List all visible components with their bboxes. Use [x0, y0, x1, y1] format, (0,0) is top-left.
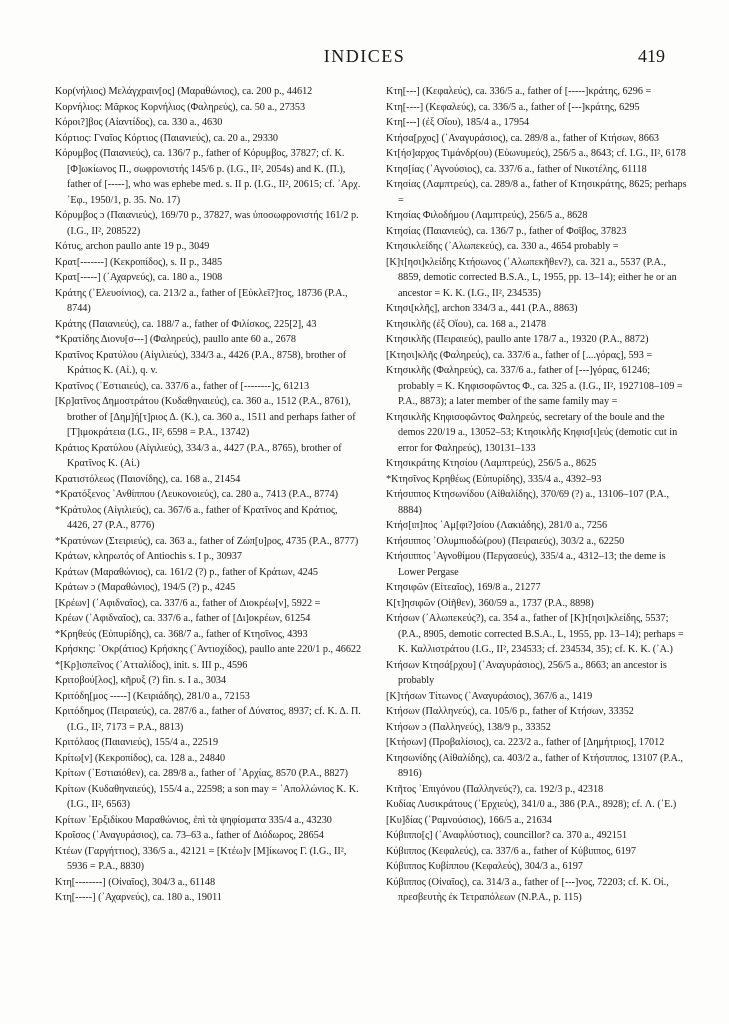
index-entry: [Κ]τ[ησι]κλείδης Κτήσωνος (᾽Αλωπεκῆθεν?), ca. 321 a., 5537 (P.A., 8859, demotic corrected B.S.A., L, 1955, pp. 13–14); either he or an ancestor = Κ. Κ. (I.G., II², 234535) [386, 256, 677, 299]
page-header [0, 46, 729, 74]
index-entry: Κτήσων (Παλληνεύς), ca. 105/6 p., father of Κτήσων, 33352 [386, 706, 634, 717]
index-entry: Κυδίας Λυσικράτους (᾽Ερχιεύς), 341/0 a., 386 (P.A., 8928); cf. Λ. (᾽Ε.) [386, 799, 677, 810]
index-entry: Κρατῖνος Κρατύλου (Αἰγιλιεύς), 334/3 a., 4426 (P.A., 8758), brother of Κράτιος Κ. (Αἰ.), q. v. [55, 349, 347, 376]
index-entry: Κρήσκης: ᾽Οκρ(άτιος) Κρήσκης (᾽Αντιοχίδος), paullo ante 220/1 p., 46622 [55, 644, 362, 655]
index-entry: Κροῖσος (᾽Αναγυράσιος), ca. 73–63 a., father of Διόδωρος, 28654 [55, 830, 324, 841]
index-entry: Κτησίας (Λαμπτρεύς), ca. 289/8 a., father of Κτησικράτης, 8625; perhaps = [386, 179, 687, 206]
index-entry: Κτήσιππος Κτησωνίδου (Αἰθαλίδης), 370/69 (?) a., 13106–107 (P.A., 8884) [386, 489, 669, 516]
index-entry: [Κρ]ατῖνος Δημοστράτου (Κυδαθηναιεύς), ca. 360 a., 1512 (P.A., 8761), brother of [Δημ]ή[τ]ριος Δ. (Κ.), ca. 360 a., 1511 and perhaps father of [Τ]ιμοκράτεια (I.G., II², 6598 = P.A., 13742) [55, 396, 356, 438]
index-entry: Κτησικλῆς Κηφισοφῶντος Φαληρεύς, secretary of the boule and the demos 220/19 a., 13052–53; Κτησικλῆς Κηφισ[ι]εύς (demotic cut in error for Φαληρεύς), 130131–133 [386, 411, 678, 454]
index-entry: Κριτόδη[μος -----] (Κειριάδης), 281/0 a., 72153 [55, 690, 250, 702]
index-entry: *Κρατόξενος ᾽Ανθίππου (Λευκονοιεύς), ca. 280 a., 7413 (P.A., 8774) [55, 489, 339, 500]
index-entry: *[Κρ]ισπεῖνος (᾽Ατταλίδος), init. s. III p., 4596 [55, 659, 248, 671]
index-entry: Κρίτων ᾽Ερξιδίκου Μαραθώνιος, ἐπὶ τὰ ψηφίσματα 335/4 a., 43230 [55, 814, 332, 826]
index-entry: Κριτόλαος (Παιανιεύς), 155/4 a., 22519 [55, 737, 219, 748]
index-entry: Κτησικλῆς (Πειραιεύς), paullo ante 178/7 a., 19320 (P.A., 8872) [386, 334, 649, 345]
index-entry: Κτησι[κλῆς], archon 334/3 a., 441 (P.A., 8863) [386, 303, 578, 314]
index-entry: Κύβιππος (Οἰναῖος), ca. 314/3 a., father of [---]νος, 72203; cf. Κ. Οἰ., πρεσβευτὴς ἐκ Τετραπόλεων (N.P.A., p. 115) [386, 876, 669, 903]
index-entry: Κτησικλῆς (ἐξ Οἴου), ca. 168 a., 21478 [386, 318, 547, 330]
index-entry: [Κυ]δίας (῾Ραμνούσιος), 166/5 a., 21634 [386, 814, 552, 826]
page-title: INDICES [323, 46, 406, 66]
index-entry: Κτ[ήσ]αρχος Τιμάνδρ(ου) (Εὐωνυμεύς), 256/5 a., 8643; cf. I.G., II², 6178 [386, 148, 686, 159]
index-entry: Κτησικράτης Κτησίου (Λαμπτρεύς), 256/5 a., 8625 [386, 458, 597, 469]
index-entry: Κτησ[ίας (᾽Αγνούσιος), ca. 337/6 a., father of Νικοτέλης, 61118 [386, 163, 647, 175]
index-entry: Κριτόδημος (Πειραιεύς), ca. 287/6 a., father of Δύνατος, 8937; cf. Κ. Δ. Π. (I.G., II², 7173 = P.A., 8813) [55, 706, 361, 733]
index-entry: Κύβιππος Κυβίππου (Κεφαλεύς), 304/3 a., 6197 [386, 861, 583, 872]
index-entry: Κτησιφῶν (Εἰτεαῖος), 169/8 a., 21277 [386, 582, 541, 593]
index-entry: *Κρηθεύς (Εὐπυρίδης), ca. 368/7 a., father of Κτησῖνος, 4393 [55, 628, 308, 640]
index-entry: Κρατιστόλεως (Παιονίδης), ca. 168 a., 21454 [55, 473, 241, 485]
index-entry: Κ[τ]ησιφῶν (Οἰῆθεν), 360/59 a., 1737 (P.A., 8898) [386, 597, 594, 609]
index-entry: Κρατ[-------] (Κεκροπίδος), s. II p., 3485 [55, 256, 223, 268]
index-entry: Κρίτων (Κυδαθηναιεύς), 155/4 a., 22598; a son may = ᾽Απολλώνιος Κ. Κ. (I.G., II², 6563) [55, 783, 359, 810]
index-entry: *Κτησῖνος Κρηθέως (Εὐπυρίδης), 335/4 a., 4392–93 [386, 473, 602, 485]
index-entry: Κρατ[-----] (᾽Αχαρνεύς), ca. 180 a., 1908 [55, 272, 223, 283]
index-entry: *Κρατίδης Διονυ[σ---] (Φαληρεύς), paullo ante 60 a., 2678 [55, 334, 296, 345]
index-entry: Κράτων (Μαραθώνιος), ca. 161/2 (?) p., father of Κράτων, 4245 [55, 566, 318, 578]
index-entry: Κόρυμβος ɔ (Παιανιεύς), 169/70 p., 37827, was ὑποσωφρονιστής 161/2 p. (I.G., II², 208522) [55, 210, 359, 237]
index-entry: Κτη[---] (Κεφαλεύς), ca. 336/5 a., father of [-----]κράτης, 6296 = [386, 86, 652, 97]
index-entry: Κρατῖνος (᾽Εστιαιεύς), ca. 337/6 a., father of [--------]ς, 61213 [55, 380, 310, 392]
index-entry: Κτήσων Κτησά[ρχου] (᾽Αναγυράσιος), 256/5 a., 8663; an ancestor is probably [386, 659, 667, 686]
index-entry: Κόρτιος: Γναῖος Κόρτιος (Παιανιεύς), ca. 20 a., 29330 [55, 132, 279, 144]
index-entry: Κόρυμβος (Παιανιεύς), ca. 136/7 p., father of Κόρυμβος, 37827; cf. Κ.[Φ]ωκίωνος Π., σωφρονιστής 145/6 p. (I.G., II², 2054s) and Κ. (Π.), father of [-----], who was ephebe med. s. II p. (I.G., II², 20615; cf. ᾽Αρχ. ᾽Εφ., 1950/1, p. 35. No. 17) [55, 148, 361, 206]
index-entry: Κτησικλείδης (᾽Αλωπεκεύς), ca. 330 a., 4654 probably = [386, 241, 619, 252]
index-entry: Κτῆτος ᾽Επιγόνου (Παλληνεύς?), ca. 192/3 p., 42318 [386, 783, 604, 795]
index-entry: Κύβιππος (Κεφαλεύς), ca. 337/6 a., father of Κύβιππος, 6197 [386, 845, 636, 857]
index-entry: Κτησίας (Παιανιεύς), ca. 136/7 p., father of Φοῖβος, 37823 [386, 225, 627, 237]
index-entry: [Κ]τήσων Τίτωνος (᾽Αναγυράσιος), 367/6 a., 1419 [386, 690, 593, 702]
index-entry: Κόροι?]βος (Αἰαντίδος), ca. 330 a., 4630 [55, 117, 223, 128]
index-entry: Κρέων (᾽Αφιδναῖος), ca. 337/6 a., father of [Δι]οκρέων, 61254 [55, 613, 311, 624]
index-entry: *Κρατύνων (Στειριεύς), ca. 363 a., father of Ζώπ[υ]ρος, 4735 (P.A., 8777) [55, 535, 359, 547]
index-entry: Κτησικλῆς (Φαληρεύς), ca. 337/6 a., father of [---]γόρας, 61246; probably = Κ. Κηφισοφῶντος Φ., ca. 325 a. (I.G., II², 1927108–109 = P.A., 8873); a later member of the same family may = [386, 365, 683, 407]
index-entry: Κτήσιππος ᾽Ολυμπιοδώ(ρου) (Πειραιεύς), 303/2 a., 62250 [386, 535, 625, 547]
index-entry: Κορ(νήλιος) Μελάγχραιν[ος] (Μαραθώνιος), ca. 200 p., 44612 [55, 86, 313, 97]
index-entry: [Κτήσων] (Προβαλίσιος), ca. 223/2 a., father of [Δημήτριος], 17012 [386, 737, 665, 748]
left-column [55, 84, 363, 906]
index-entry: *Κράτυλος (Αἰγιλιεύς), ca. 367/6 a., father of Κρατῖνος and Κράτιος, 4426, 27 (P.A., 8776) [55, 504, 338, 531]
index-entry: Κτήσων (᾽Αλωπεκεύς?), ca. 354 a., father of [Κ]τ[ησι]κλείδης, 5537; (P.A., 8905, demotic corrected B.S.A., L, 1955, pp. 13–14); perhaps = Κ. Καλλιστράτου (I.G., II², 234533; cf. 234534, 35); cf. Κ. Κ. (᾽Α.) [386, 613, 684, 655]
index-entry: Κρίτων (᾽Εστιαιόθεν), ca. 289/8 a., father of ᾽Αρχίας, 8570 (P.A., 8827) [55, 768, 348, 779]
index-entry: Κτη[--------] (Οἰναῖος), 304/3 a., 61148 [55, 876, 216, 888]
index-entry: [Κρέων] (᾽Αφιδναῖος), ca. 337/6 a., father of Διοκρέω[ν], 5922 = [55, 597, 321, 609]
index-entry: Κριτοβού[λος], κῆρυξ (?) fin. s. I a., 3034 [55, 675, 227, 686]
page-number: 419 [638, 46, 665, 66]
index-entry: Κτη[----] (Κεφαλεύς), ca. 336/5 a., father of [---]κράτης, 6295 [386, 101, 640, 113]
index-entry: Κτησωνίδης (Αἰθαλίδης), ca. 403/2 a., father of Κτήσιππος, 13107 (P.A., 8916) [386, 752, 683, 779]
index-entry: Κράτης (᾽Ελευσίνιος), ca. 213/2 a., father of [Εὐκλεῖ?]τος, 18736 (P.A., 8744) [55, 287, 348, 314]
index-entry: Κτήσ[ιπ]πος ᾽Αμ[φι?]σίου (Λακιάδης), 281/0 a., 7256 [386, 520, 608, 531]
index-entry: Κτη[---] (ἐξ Οἴου), 185/4 a., 17954 [386, 117, 530, 128]
index-entry: Κράτης (Παιανιεύς), ca. 188/7 a., father of Φιλίσκος, 225[2], 43 [55, 318, 317, 330]
index-entry: Κράτιος Κρατύλου (Αἰγιλιεύς), 334/3 a., 4427 (P.A., 8765), brother of Κρατῖνος Κ. (Αἰ.) [55, 442, 342, 469]
index-entry: Κτέων (Γαργήττιος), 336/5 a., 42121 = [Κτέω]ν [Μ]ίκωνος Γ. (I.G., II², 5936 = P.A., 8830) [55, 845, 347, 872]
index-entry: Κράτων, κληρωτός of Antiochis s. I p., 30937 [55, 551, 242, 562]
index-entry: Κτησίας Φιλοδήμου (Λαμπτρεύς), 256/5 a., 8628 [386, 210, 588, 221]
index-entry: Κύβιππο[ς] (᾽Αναφλύστιος), councillor? ca. 370 a., 492151 [386, 830, 628, 841]
index-entry: Κρίτω[ν] (Κεκροπίδος), ca. 128 a., 24840 [55, 752, 226, 764]
index-entry: [Κτησι]κλῆς (Φαληρεύς), ca. 337/6 a., father of [....γόρας], 593 = [386, 349, 653, 361]
index-entry: Κτήσα[ρχος] (᾽Αναγυράσιος), ca. 289/8 a., father of Κτήσων, 8663 [386, 132, 660, 144]
index-entry: Κορνήλιος: Μᾶρκος Κορνήλιος (Φαληρεύς), ca. 50 a., 27353 [55, 101, 306, 113]
index-entry: Κτήσων ɔ (Παλληνεύς), 138/9 p., 33352 [386, 721, 551, 733]
right-column [386, 84, 687, 906]
index-entry: Κράτων ɔ (Μαραθώνιος), 194/5 (?) p., 4245 [55, 582, 236, 593]
index-entry: Κτη[-----] (᾽Αχαρνεύς), ca. 180 a., 19011 [55, 892, 222, 903]
index-entry: Κότυς, archon paullo ante 19 p., 3049 [55, 241, 210, 252]
index-entry: Κτήσιππος ᾽Αγνοθίμου (Περγασεύς), 335/4 a., 4312–13; the deme is Lower Pergase [386, 551, 666, 578]
